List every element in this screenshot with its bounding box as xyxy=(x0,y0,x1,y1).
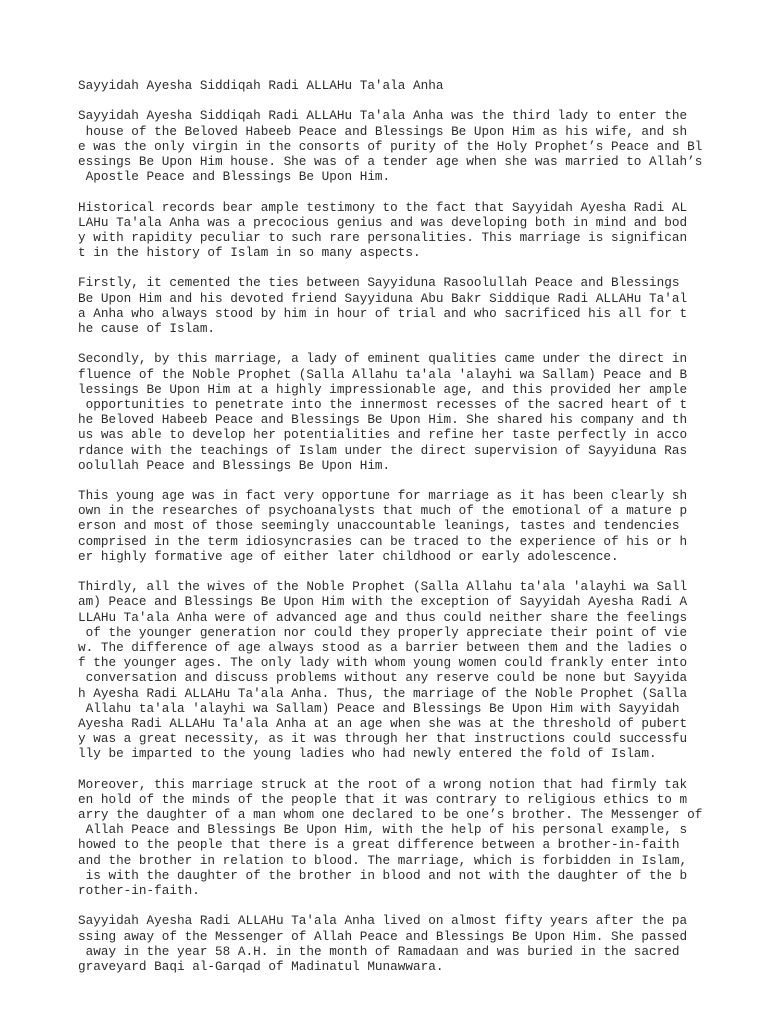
text-line: oolullah Peace and Blessings Be Upon Him. xyxy=(78,457,391,473)
text-line: house of the Beloved Habeeb Peace and Blessings Be Upon Him as his wife, and sh xyxy=(78,123,688,139)
paragraph xyxy=(78,108,703,185)
text-line: f the younger ages. The only lady with whom young women could frankly enter into xyxy=(78,655,688,671)
text-line: h Ayesha Radi ALLAHu Ta'ala Anha. Thus, the marriage of the Noble Prophet (Salla xyxy=(78,685,688,701)
paragraph xyxy=(78,776,703,899)
text-line: Sayyidah Ayesha Siddiqah Radi ALLAHu Ta'ala Anha was the third lady to enter the xyxy=(78,108,688,124)
text-line: Moreover, this marriage struck at the root of a wrong notion that had firmly tak xyxy=(78,776,688,792)
text-line: a Anha who always stood by him in hour of trial and who sacrificed his all for t xyxy=(78,305,688,321)
text-line: Ayesha Radi ALLAHu Ta'ala Anha at an age when she was at the threshold of pubert xyxy=(78,715,688,731)
paragraph xyxy=(78,913,698,974)
text-line: arry the daughter of a man whom one declared to be one’s brother. The Messenger of xyxy=(78,807,703,823)
text-line: graveyard Baqi al-Garqad of Madinatul Munawwara. xyxy=(78,958,444,974)
text-line: LLAHu Ta'ala Anha were of advanced age and thus could neither share the feelings xyxy=(78,609,688,625)
paragraph xyxy=(78,200,698,261)
text-line: lessings Be Upon Him at a highly impressionable age, and this provided her ample xyxy=(78,381,688,397)
text-line: en hold of the minds of the people that it was contrary to religious ethics to m xyxy=(78,791,688,807)
text-line: Be Upon Him and his devoted friend Sayyiduna Abu Bakr Siddique Radi ALLAHu Ta'al xyxy=(78,290,688,306)
text-line: he cause of Islam. xyxy=(78,321,216,337)
paragraph xyxy=(78,488,698,564)
text-line: Apostle Peace and Blessings Be Upon Him. xyxy=(78,169,391,185)
document-title: Sayyidah Ayesha Siddiqah Radi ALLAHu Ta'ala Anha xyxy=(78,78,444,93)
text-line: erson and most of those seemingly unaccountable leanings, tastes and tendencies xyxy=(78,518,680,534)
text-line: er highly formative age of either later childhood or early adolescence. xyxy=(78,548,619,564)
text-line: LAHu Ta'ala Anha was a precocious genius and was developing both in mind and bod xyxy=(78,214,688,230)
paragraph xyxy=(78,351,698,473)
text-line: t in the history of Islam in so many aspects. xyxy=(78,245,421,261)
text-line: Allahu ta'ala 'alayhi wa Sallam) Peace and Blessings Be Upon Him with Sayyidah xyxy=(78,700,680,716)
text-line: Sayyidah Ayesha Radi ALLAHu Ta'ala Anha lived on almost fifty years after the pa xyxy=(78,913,688,929)
text-line: y with rapidity peculiar to such rare personalities. This marriage is significan xyxy=(78,229,688,245)
text-line: Firstly, it cemented the ties between Sayyiduna Rasoolullah Peace and Blessings xyxy=(78,275,680,291)
text-line: fluence of the Noble Prophet (Salla Allahu ta'ala 'alayhi wa Sallam) Peace and B xyxy=(78,366,688,382)
text-line: This young age was in fact very opportune for marriage as it has been clearly sh xyxy=(78,488,688,504)
text-line: y was a great necessity, as it was through her that instructions could successfu xyxy=(78,731,688,747)
text-line: rdance with the teachings of Islam under the direct supervision of Sayyiduna Ras xyxy=(78,442,688,458)
text-line: Thirdly, all the wives of the Noble Prophet (Salla Allahu ta'ala 'alayhi wa Sall xyxy=(78,579,688,595)
paragraph xyxy=(78,275,698,336)
paragraph xyxy=(78,579,698,761)
text-line: comprised in the term idiosyncrasies can be traced to the experience of his or h xyxy=(78,533,688,549)
text-line: am) Peace and Blessings Be Upon Him with the exception of Sayyidah Ayesha Radi A xyxy=(78,594,688,610)
text-line: is with the daughter of the brother in blood and not with the daughter of the b xyxy=(78,867,688,883)
text-line: he Beloved Habeeb Peace and Blessings Be Upon Him. She shared his company and th xyxy=(78,412,688,428)
text-line: us was able to develop her potentialities and refine her taste perfectly in acco xyxy=(78,427,688,443)
text-line: e was the only virgin in the consorts of purity of the Holy Prophet’s Peace and Bl xyxy=(78,138,703,154)
text-line: opportunities to penetrate into the innermost recesses of the sacred heart of t xyxy=(78,396,688,412)
text-line: conversation and discuss problems without any reserve could be none but Sayyida xyxy=(78,670,688,686)
text-line: ssing away of the Messenger of Allah Peace and Blessings Be Upon Him. She passed xyxy=(78,928,688,944)
text-line: away in the year 58 A.H. in the month of Ramadaan and was buried in the sacred xyxy=(78,943,680,959)
text-line: Historical records bear ample testimony to the fact that Sayyidah Ayesha Radi AL xyxy=(78,199,688,215)
text-line: of the younger generation nor could they properly appreciate their point of vie xyxy=(78,624,688,640)
document-body xyxy=(78,108,703,974)
text-line: Allah Peace and Blessings Be Upon Him, with the help of his personal example, s xyxy=(78,822,688,838)
document-page xyxy=(78,78,703,989)
text-line: essings Be Upon Him house. She was of a tender age when she was married to Allah’s xyxy=(78,153,703,169)
text-line: w. The difference of age always stood as a barrier between them and the ladies o xyxy=(78,639,688,655)
text-line: howed to the people that there is a great difference between a brother-in-faith xyxy=(78,837,680,853)
text-line: rother-in-faith. xyxy=(78,882,200,898)
text-line: Secondly, by this marriage, a lady of eminent qualities came under the direct in xyxy=(78,351,688,367)
text-line: lly be imparted to the young ladies who had newly entered the fold of Islam. xyxy=(78,746,657,762)
text-line: own in the researches of psychoanalysts that much of the emotional of a mature p xyxy=(78,503,688,519)
text-line: and the brother in relation to blood. The marriage, which is forbidden in Islam, xyxy=(78,852,688,868)
